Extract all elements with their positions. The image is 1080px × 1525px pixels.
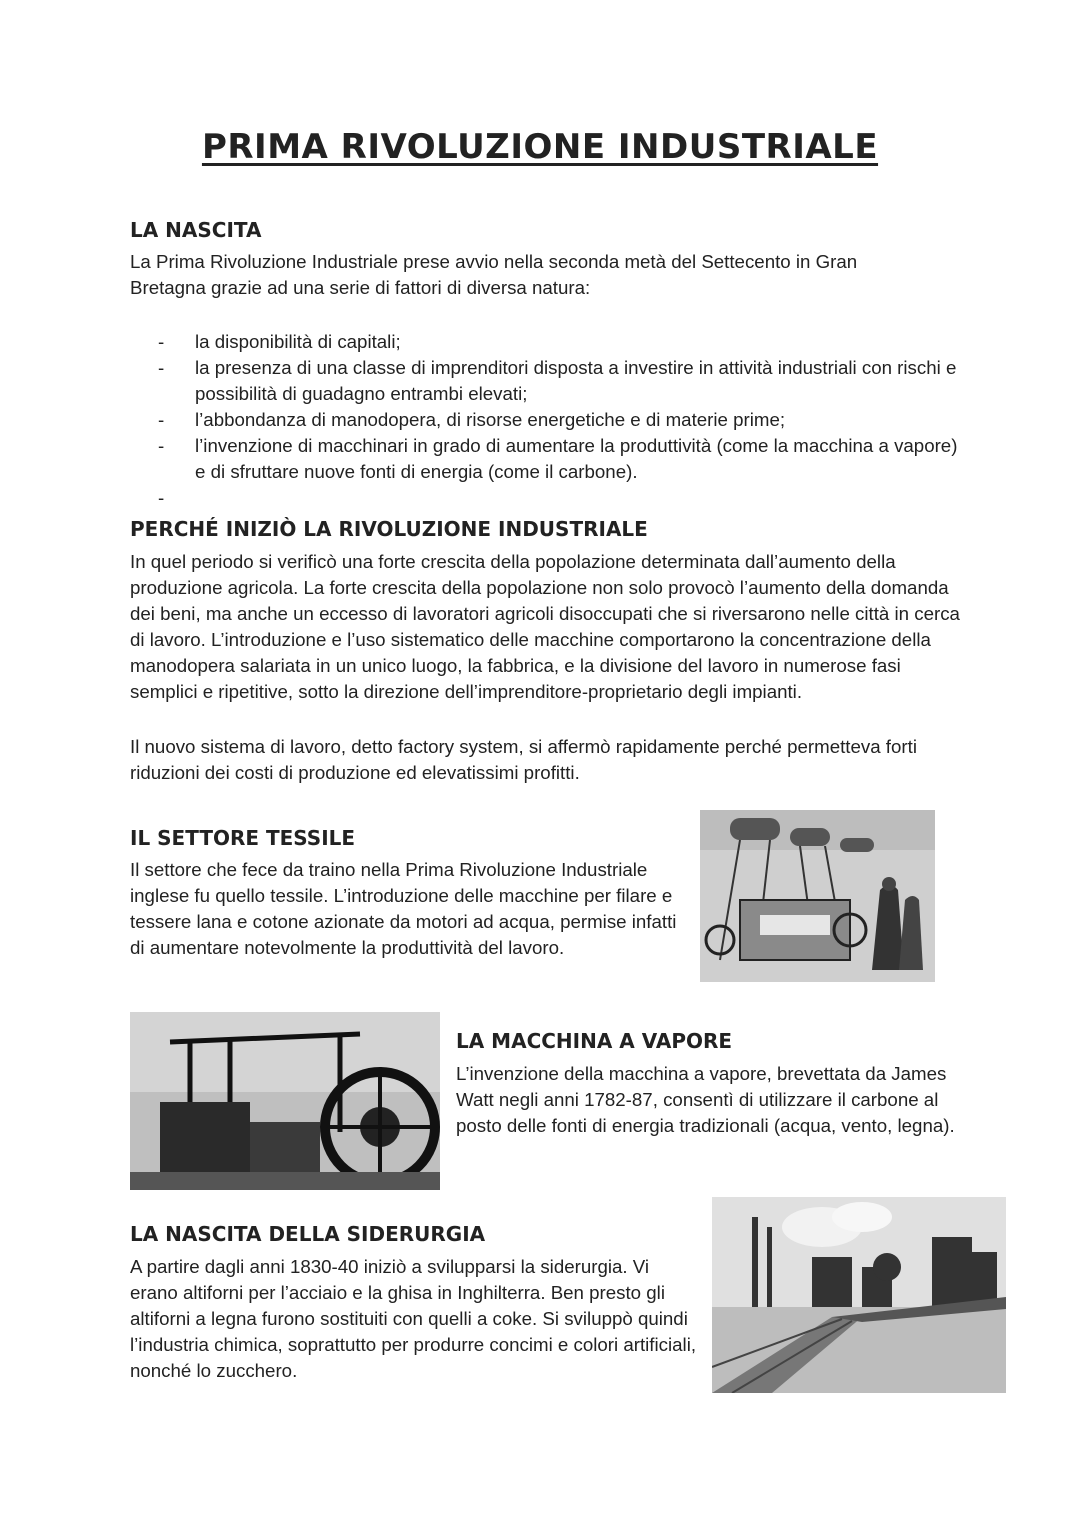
page-title: PRIMA RIVOLUZIONE INDUSTRIALE (201, 127, 879, 167)
vapore-text: L’invenzione della macchina a vapore, brevettata da James Watt negli anni 1782-87, consentì di utilizzare il carbone al posto delle fonti di energia tradizionali (acqua, vento, legna). (456, 1063, 955, 1136)
list-item: - l’abbondanza di manodopera, di risorse energetiche e di materie prime; (130, 407, 960, 433)
steelworks-image (712, 1197, 1006, 1393)
nascita-intro: La Prima Rivoluzione Industriale prese avvio nella seconda metà del Settecento in Gran Bretagna grazie ad una serie di fattori di diversa natura: (130, 251, 858, 298)
list-item: - la presenza di una classe di imprenditori disposta a investire in attività industriali con rischi e possibilità di guadagno entrambi elevati; (130, 355, 960, 407)
list-item: - la disponibilità di capitali; (130, 329, 960, 355)
perche-text: In quel periodo si verificò una forte crescita della popolazione determinata dall’aumento della produzione agricola. La forte crescita della popolazione non solo provocò l’aumento della domanda dei beni, ma anche un eccesso di lavoratori agricoli disoccupati che si riversarono nelle città in cerca di lavoro. L’introduzione e l’uso sistematico delle macchine comportarono la concentrazione della manodopera salariata in un unico luogo, la fabbrica, e la divisione del lavoro in numerose fasi semplici e ripetitive, sotto la direzione dell’imprenditore-proprietario degli impianti. (130, 551, 960, 702)
list-item (130, 485, 960, 511)
heading-perche: PERCHÉ INIZIÒ LA RIVOLUZIONE INDUSTRIALE (130, 517, 648, 541)
heading-nascita: LA NASCITA (130, 218, 262, 242)
siderurgia-text: A partire dagli anni 1830-40 iniziò a svilupparsi la siderurgia. Vi erano altiforni per l’acciaio e la ghisa in Inghilterra. Ben presto gli altiforni a legna furono sostituiti con quelli a coke. Si sviluppò quindi l’industria chimica, soprattutto per produrre concimi e colori artificiali, nonché lo zucchero. (130, 1256, 697, 1381)
textile-loom-image (700, 810, 935, 982)
factors-list (130, 329, 960, 511)
heading-tessile: IL SETTORE TESSILE (130, 826, 356, 850)
steam-engine-image (130, 1012, 440, 1190)
tessile-text: Il settore che fece da traino nella Prima Rivoluzione Industriale inglese fu quello tessile. L’introduzione delle macchine per filare e tessere lana e cotone azionate da motori ad acqua, permise infatti di aumentare notevolmente la produttività del lavoro. (130, 859, 677, 958)
heading-siderurgia: LA NASCITA DELLA SIDERURGIA (130, 1222, 486, 1246)
list-item: - l’invenzione di macchinari in grado di aumentare la produttività (come la macchina a vapore) e di sfruttare nuove fonti di energia (come il carbone). (130, 433, 960, 485)
heading-vapore: LA MACCHINA A VAPORE (456, 1029, 733, 1053)
perche-text-factory: Il nuovo sistema di lavoro, detto factory system, si affermò rapidamente perché permetteva forti riduzioni dei costi di produzione ed elevatissimi profitti. (130, 736, 917, 783)
